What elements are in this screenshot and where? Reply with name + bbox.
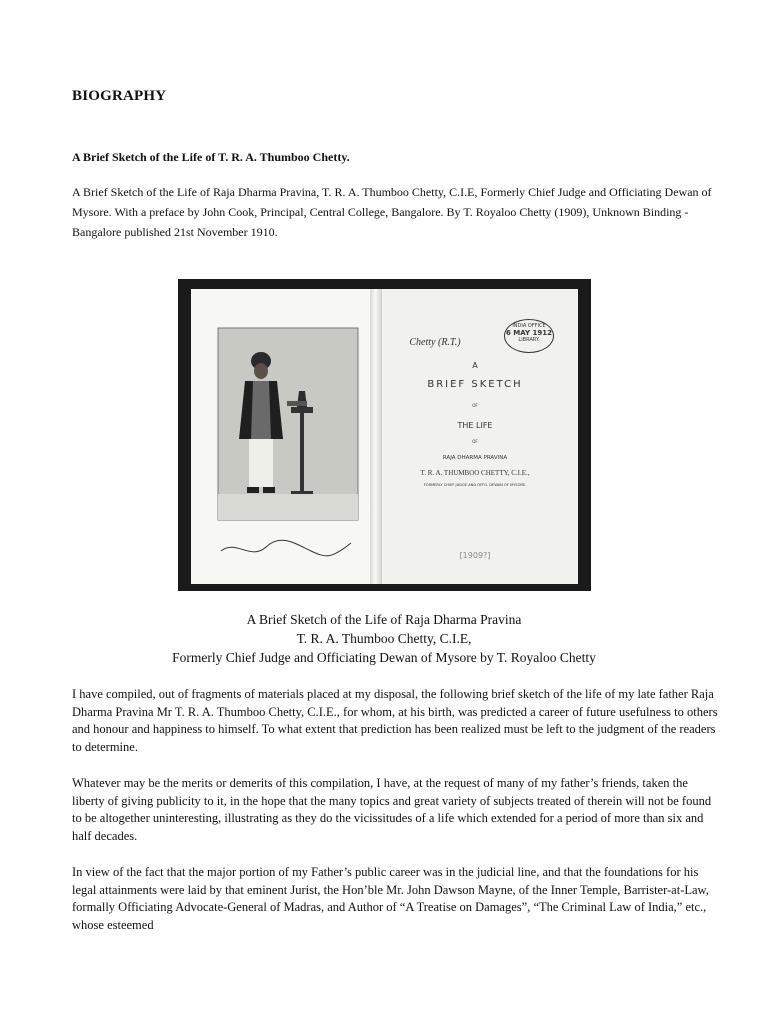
- figure-caption: [0, 610, 768, 667]
- handwritten-note: Chetty (R.T.): [409, 337, 461, 348]
- title-page: [372, 289, 578, 584]
- title-line-of-2: OF: [472, 439, 478, 444]
- book-photograph: [178, 279, 591, 591]
- intro-paragraph: A Brief Sketch of the Life of Raja Dharma Pravina, T. R. A. Thumboo Chetty, C.I.E, Formerly Chief Judge and Officiating Dewan of Mysore. With a preface by John Cook, Principal, Central College, Bangalore. By T. Royaloo Chetty (1909), Unknown Binding - Bangalore published 21st November 1910.: [72, 185, 712, 239]
- section-subheading: A Brief Sketch of the Life of T. R. A. Thumboo Chetty.: [72, 150, 350, 164]
- portrait-illustration: [191, 289, 378, 584]
- title-line-name: T. R. A. THUMBOO CHETTY, C.I.E.,: [420, 469, 530, 477]
- library-stamp: INDIA OFFICE 6 MAY 1912 LIBRARY.: [504, 319, 554, 353]
- book-gutter: [370, 289, 382, 584]
- title-line-of: OF: [472, 403, 478, 408]
- title-line-main: BRIEF SKETCH: [427, 379, 523, 390]
- caption-line-3: Formerly Chief Judge and Officiating Dewan of Mysore by T. Royaloo Chetty: [172, 650, 596, 665]
- page-heading: BIOGRAPHY: [72, 88, 167, 104]
- caption-line-2: T. R. A. Thumboo Chetty, C.I.E,: [296, 631, 472, 646]
- pencil-year: [1909?]: [459, 551, 491, 560]
- caption-line-1: A Brief Sketch of the Life of Raja Dharma Pravina: [246, 612, 522, 627]
- frontispiece-page: [191, 289, 378, 584]
- body-paragraph: In view of the fact that the major portion of my Father’s public career was in the judicial line, and that the foundations for his legal attainments were laid by that eminent Jurist, the Hon’ble Mr. John Dawson Mayne, of the Inner Temple, Barrister-at-Law, formally Officiating Advocate-General of Madras, and Author of “A Treatise on Damages”, “The Criminal Law of India,” etc., whose esteemed: [72, 865, 709, 932]
- title-line-a: A: [472, 361, 478, 370]
- title-line-raja: RAJA DHARMA PRAVINA: [442, 455, 508, 461]
- title-line-formerly: FORMERLY CHIEF JUDGE AND OFFG. DEWAN OF MYSORE.: [423, 483, 527, 487]
- title-line-life: THE LIFE: [457, 421, 493, 430]
- body-paragraph: I have compiled, out of fragments of materials placed at my disposal, the following brief sketch of the life of my late father Raja Dharma Pravina Mr T. R. A. Thumboo Chetty, C.I.E., for whom, at his birth, was predicted a career of future usefulness to others and honour and happiness to himself. To what extent that prediction has been realized must be left to the judgment of the readers to determine.: [72, 687, 718, 754]
- body-paragraph: Whatever may be the merits or demerits of this compilation, I have, at the request of many of my father’s friends, taken the liberty of giving publicity to it, in the hope that the many topics and great variety of subjects treated of therein will not be found to be altogether uninteresting, illustrating as they do the vicissitudes of a life which extended for a period of more than six and half decades.: [72, 776, 712, 843]
